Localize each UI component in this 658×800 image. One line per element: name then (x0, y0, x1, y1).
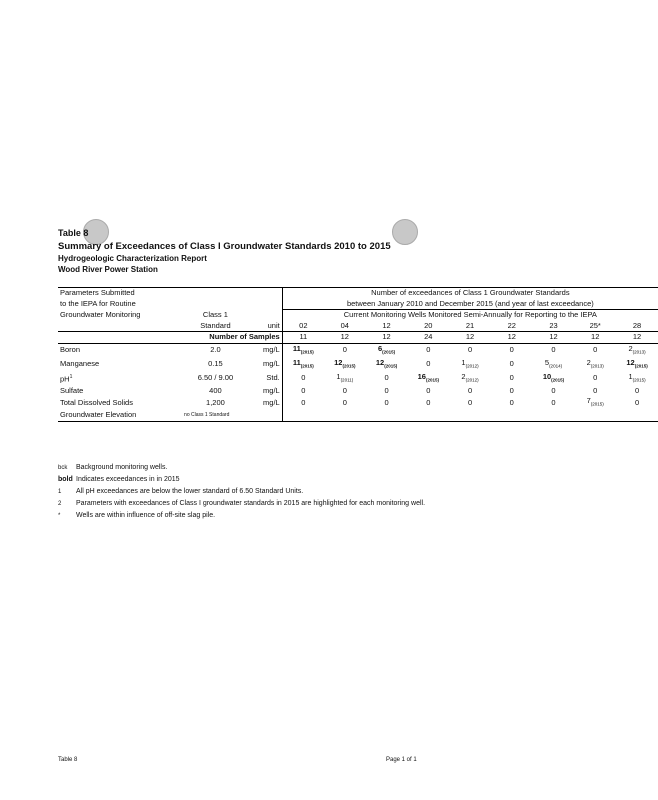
param-name (58, 386, 182, 397)
exceedance-year: (2015) (384, 363, 398, 368)
param-footnote-mark: 1 (69, 374, 73, 380)
sample-count-1: 11 (282, 332, 324, 344)
table-row (58, 343, 658, 358)
exceedance-count: 1 (336, 371, 341, 381)
well-header-2: 04 (340, 320, 349, 330)
exceedance-cell (616, 358, 658, 372)
elevation-row (58, 410, 658, 421)
exceedance-year: (2015) (382, 349, 396, 354)
table-label: Table 8 (58, 228, 89, 238)
exceedance-count: 0 (384, 385, 389, 395)
exceedance-cell (491, 372, 533, 386)
param-name (58, 396, 182, 410)
exceedance-cell (366, 358, 408, 372)
group-header-line-1: Number of exceedances of Class 1 Groundwater Standards (282, 288, 658, 299)
exceedance-year: (2014) (549, 363, 563, 368)
param-name (58, 372, 182, 386)
well-header-5: 21 (465, 320, 475, 330)
param-name-text: Sulfate (60, 385, 84, 395)
exceedance-year: (2013) (590, 363, 604, 368)
exceedance-count: 0 (509, 385, 514, 395)
exceedance-count: 0 (384, 397, 389, 407)
exceedance-count: 0 (509, 397, 514, 407)
exceedance-cell (282, 372, 324, 386)
footnote (58, 462, 425, 474)
exceedance-count: 0 (593, 385, 598, 395)
exceedance-cell (533, 343, 575, 358)
standard-unit: Std. (266, 373, 280, 383)
exceedance-cell (366, 386, 408, 397)
exceedance-year: (2015) (632, 377, 646, 382)
exceedance-count: 0 (342, 397, 347, 407)
exceedance-year: (2015) (425, 377, 439, 382)
exceedance-year: (2015) (300, 363, 314, 368)
exceedance-count: 1 (461, 357, 466, 367)
samples-label: Number of Samples (182, 332, 282, 344)
group-header-line-2: between January 2010 and December 2015 (and year of last exceedance) (282, 299, 658, 310)
exceedance-cell (407, 386, 449, 397)
footnote (58, 510, 425, 522)
class-standard: 2.0 (210, 345, 221, 355)
well-header-1: 02 (282, 321, 324, 332)
standard-unit: mg/L (263, 345, 280, 355)
exceedance-count: 0 (426, 385, 431, 395)
exceedance-cell (282, 358, 324, 372)
exceedance-count: 0 (301, 373, 306, 383)
header-row-2 (58, 299, 658, 310)
exceedance-count: 5 (544, 357, 550, 367)
monitoring-subheader: Current Monitoring Wells Monitored Semi-Annually for Reporting to the IEPA (282, 310, 658, 321)
exceedance-year: (2012) (465, 363, 479, 368)
class-standard: 6.50 / 9.00 (197, 373, 234, 383)
exceedance-cell (491, 396, 533, 410)
exceedance-year: (2011) (340, 377, 354, 382)
exceedance-cell (449, 396, 491, 410)
footer-table-label: Table 8 (58, 757, 78, 763)
sample-count-6: 12 (491, 332, 533, 344)
table-row (58, 396, 658, 410)
param-header-line-3: Groundwater Monitoring (60, 309, 141, 319)
sample-count-2: 12 (324, 332, 366, 344)
station-name: Wood River Power Station (58, 265, 158, 274)
exceedance-count: 1 (628, 371, 633, 381)
exceedance-count: 0 (593, 373, 598, 383)
well-header-row (58, 321, 658, 332)
footer-page-number: Page 1 of 1 (386, 757, 417, 763)
exceedance-cell (574, 358, 616, 372)
standard-unit: mg/L (263, 359, 280, 369)
class-standard: 0.15 (208, 359, 223, 369)
samples-row (58, 332, 658, 344)
footnote-symbol: 2 (58, 501, 62, 507)
exceedance-count: 12 (334, 357, 343, 367)
exceedance-cell (574, 386, 616, 397)
exceedance-cell (449, 386, 491, 397)
exceedance-cell (491, 358, 533, 372)
exceedance-count: 12 (375, 357, 385, 367)
exceedance-count: 7 (586, 396, 591, 405)
exceedance-cell (616, 372, 658, 386)
exceedance-cell (616, 343, 658, 358)
exceedance-cell (574, 396, 616, 410)
footnote-text: Background monitoring wells. (76, 464, 168, 471)
exceedance-cell (407, 343, 449, 358)
exceedance-count: 0 (342, 345, 347, 355)
exceedance-count: 0 (551, 397, 556, 407)
exceedance-cell (574, 372, 616, 386)
header-row-3 (58, 310, 658, 321)
exceedance-cell (282, 386, 324, 397)
exceedance-count: 2 (586, 357, 591, 367)
exceedance-count: 0 (301, 397, 306, 407)
exceedance-count: 0 (509, 345, 514, 355)
footnote (58, 474, 425, 486)
report-subtitle: Hydrogeologic Characterization Report (58, 254, 207, 263)
unit-header: unit (267, 320, 280, 330)
footnote-symbol: * (58, 513, 61, 519)
footnote-symbol: bold (58, 476, 73, 483)
param-header-line-2: to the IEPA for Routine (60, 298, 136, 308)
class-header-line-1: Class 1 (202, 309, 228, 319)
footnote-text: Indicates exceedances in in 2015 (76, 476, 180, 483)
elevation-standard: no Class 1 Standard (182, 410, 282, 421)
header-row-1 (58, 288, 658, 299)
footnote (58, 498, 425, 510)
exceedance-count: 0 (509, 373, 514, 383)
param-header-line-1: Parameters Submitted (58, 288, 182, 299)
exceedance-count: 11 (292, 343, 301, 353)
exceedance-count: 0 (551, 345, 556, 355)
exceedance-cell (449, 372, 491, 386)
exceedance-year: (2015) (342, 363, 356, 368)
exceedance-count: 0 (426, 359, 431, 369)
exceedance-cell (366, 343, 408, 358)
table-row (58, 358, 658, 372)
exceedance-count: 16 (417, 371, 426, 381)
exceedance-count: 10 (542, 371, 552, 381)
param-name-text: pH (60, 374, 70, 384)
exceedance-count: 0 (634, 397, 640, 407)
footnote-text: All pH exceedances are below the lower standard of 6.50 Standard Units. (76, 488, 304, 495)
table-row (58, 386, 658, 397)
class-standard: 400 (209, 385, 222, 395)
well-header-9: 28 (632, 320, 642, 330)
class-standard: 1,200 (206, 397, 225, 407)
footnote-symbol: 1 (58, 489, 62, 495)
exceedance-cell (366, 396, 408, 410)
table-row (58, 372, 658, 386)
exceedance-cell (491, 343, 533, 358)
exceedance-year: (2015) (590, 401, 604, 407)
exceedance-count: 0 (634, 385, 640, 395)
table-title: Summary of Exceedances of Class I Groundwater Standards 2010 to 2015 (58, 241, 391, 252)
exceedance-year: (2015) (634, 363, 648, 368)
exceedance-year: (2012) (465, 377, 479, 382)
footnote (58, 486, 425, 498)
well-header-7: 23 (549, 320, 558, 330)
exceedance-cell (533, 386, 575, 397)
well-header-3: 12 (382, 320, 391, 330)
exceedance-count: 2 (628, 343, 633, 353)
sample-count-8: 12 (574, 332, 616, 344)
well-header-8: 25* (589, 320, 601, 330)
sample-count-3: 12 (366, 332, 408, 344)
exceedance-cell (616, 396, 658, 410)
exceedance-count: 0 (551, 385, 556, 395)
exceedance-cell (574, 343, 616, 358)
exceedance-cell (407, 372, 449, 386)
exceedance-cell (449, 358, 491, 372)
exceedance-cell (407, 396, 449, 410)
exceedance-cell (449, 343, 491, 358)
exceedance-count: 2 (461, 371, 466, 381)
exceedance-cell (533, 358, 575, 372)
exceedance-count: 0 (509, 359, 514, 369)
exceedance-count: 0 (467, 345, 473, 355)
exceedance-cell (324, 386, 366, 397)
exceedance-cell (324, 396, 366, 410)
exceedance-cell (324, 358, 366, 372)
exceedance-year: (2015) (551, 377, 565, 382)
well-header-6: 22 (507, 320, 516, 330)
exceedance-cell (366, 372, 408, 386)
exceedance-cell (491, 386, 533, 397)
elevation-label: Groundwater Elevation (58, 410, 182, 421)
exceedance-count: 11 (292, 357, 301, 367)
exceedance-cell (324, 372, 366, 386)
exceedance-year: (2013) (632, 349, 646, 354)
class-header-line-2: Standard (200, 320, 231, 330)
param-name-text: Total Dissolved Solids (60, 397, 133, 407)
exceedance-cell (282, 396, 324, 410)
footnote-text: Wells are within influence of off-site slag pile. (76, 512, 216, 519)
well-header-4: 20 (424, 320, 433, 330)
exceedance-cell (533, 396, 575, 410)
exceedance-count: 0 (426, 397, 431, 407)
exceedance-count: 0 (301, 385, 306, 395)
standard-unit: mg/L (263, 385, 280, 395)
sample-count-4: 24 (407, 332, 449, 344)
standard-unit: mg/L (263, 397, 280, 407)
exceedance-year: (2015) (300, 349, 314, 354)
exceedance-cell (616, 386, 658, 397)
exceedance-cell (324, 343, 366, 358)
punch-hole-right (392, 219, 418, 245)
exceedance-cell (407, 358, 449, 372)
exceedance-table (58, 287, 658, 422)
sample-count-9: 12 (616, 332, 658, 344)
footnote-symbol: bck (58, 465, 68, 471)
sample-count-7: 12 (533, 332, 575, 344)
exceedance-count: 0 (342, 385, 347, 395)
sample-count-5: 12 (449, 332, 491, 344)
param-name (58, 358, 182, 372)
exceedance-count: 6 (377, 343, 383, 353)
exceedance-cell (282, 343, 324, 358)
exceedance-count: 0 (467, 385, 473, 395)
param-name-text: Boron (60, 345, 81, 355)
param-name (58, 343, 182, 358)
exceedance-cell (533, 372, 575, 386)
param-name-text: Manganese (60, 359, 100, 369)
exceedance-count: 0 (593, 345, 598, 355)
exceedance-count: 0 (426, 345, 431, 355)
exceedance-count: 12 (626, 357, 635, 367)
exceedance-count: 0 (384, 373, 389, 383)
footnote-text: Parameters with exceedances of Class I groundwater standards in 2015 are highlighted for each monitoring well. (76, 500, 426, 507)
exceedance-count: 0 (467, 397, 473, 407)
footnotes (58, 462, 425, 522)
